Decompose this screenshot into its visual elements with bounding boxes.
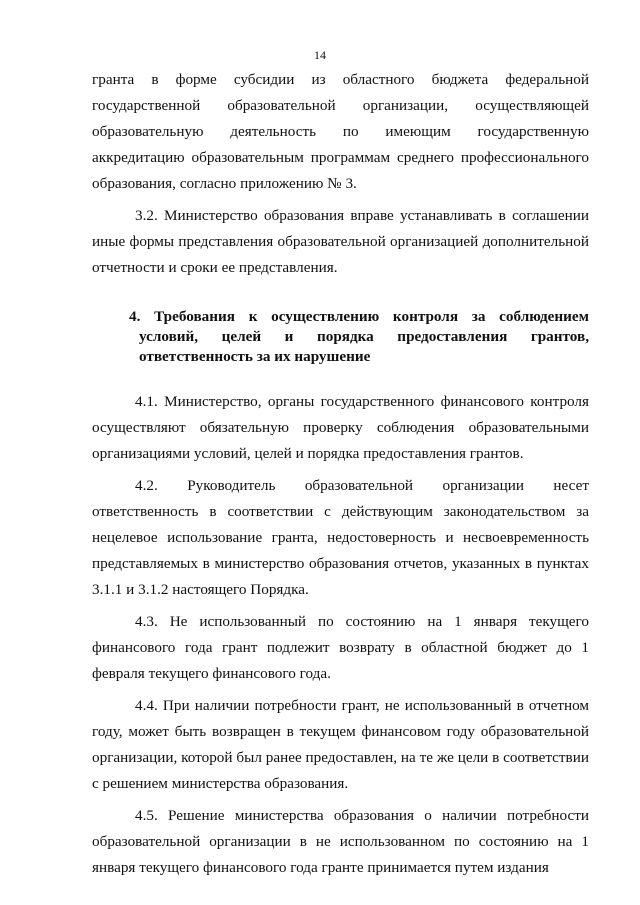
page-number: 14: [314, 48, 326, 62]
paragraph-4-2: 4.2. Руководитель образовательной организации несет ответственность в соответствии с действующим законодательством за нецелевое использование гранта, недостоверность и несвоевременность представляемых в министерство образования отчетов, указанных в пунктах 3.1.1 и 3.1.2 настоящего Порядка.: [92, 477, 589, 598]
paragraph-4-5: 4.5. Решение министерства образования о наличии потребности образовательной организации в не использованном по состоянию на 1 января текущего финансового года гранте принимается путем издания: [92, 807, 589, 876]
paragraph-4-3: 4.3. Не использованный по состоянию на 1 января текущего финансового года грант подлежит возврату в областной бюджет до 1 февраля текущего финансового года.: [92, 613, 589, 682]
document-body: [92, 67, 589, 881]
paragraph-4-4: 4.4. При наличии потребности грант, не использованный в отчетном году, может быть возвращен в текущем финансовом году образовательной организации, которой был ранее предоставлен, на те же цели в соответствии с решением министерства образования.: [92, 697, 589, 792]
section-4-heading: 4. Требования к осуществлению контроля за соблюдением условий, целей и порядка предоставления грантов, ответственность за их нарушение: [129, 308, 589, 365]
paragraph-continuation: гранта в форме субсидии из областного бюджета федеральной государственной образовательной организации, осуществляющей образовательную деятельность по имеющим государственную аккредитацию образовательным программам среднего профессионального образования, согласно приложению № 3.: [92, 71, 589, 192]
paragraph-4-1: 4.1. Министерство, органы государственного финансового контроля осуществляют обязательную проверку соблюдения образовательными организациями условий, целей и порядка предоставления грантов.: [92, 393, 589, 462]
paragraph-3-2: 3.2. Министерство образования вправе устанавливать в соглашении иные формы представления образовательной организацией дополнительной отчетности и сроки ее представления.: [92, 207, 589, 276]
